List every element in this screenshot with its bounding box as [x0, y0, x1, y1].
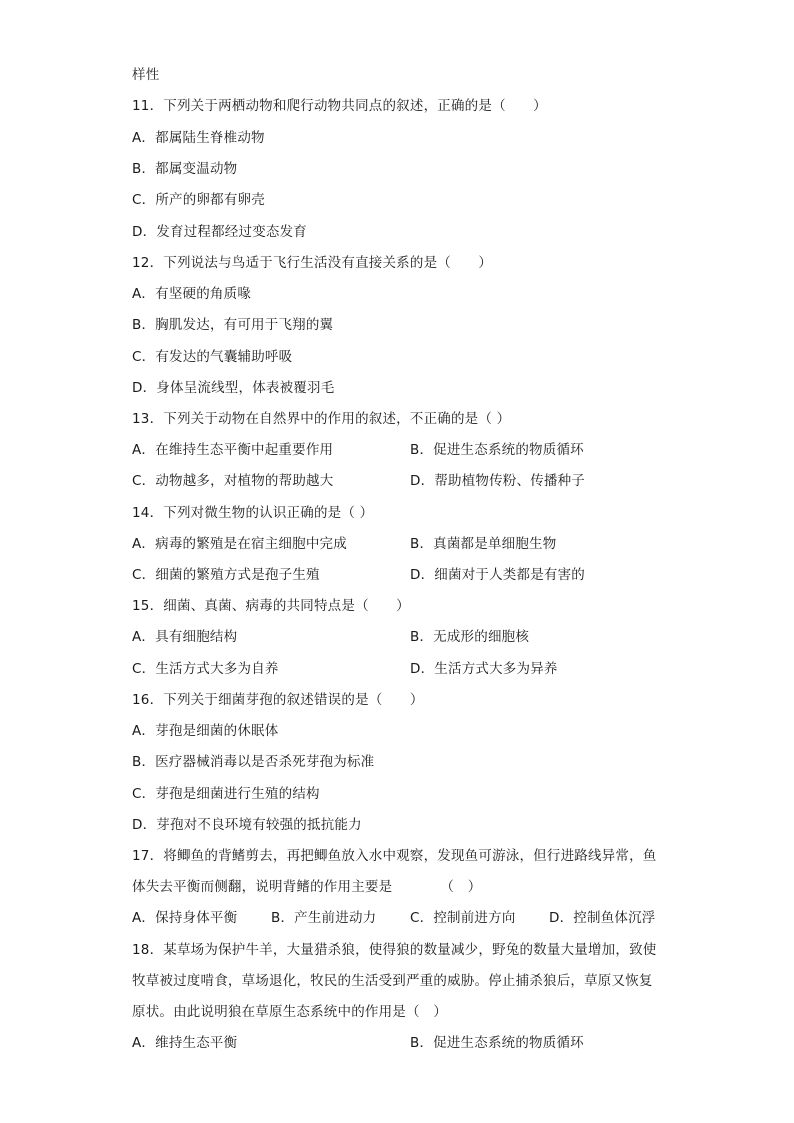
question-11-option-a: A．都属陆生脊椎动物: [132, 130, 265, 146]
question-18-line-2: 牧草被过度啃食，草场退化，牧民的生活受到严重的威胁。停止捕杀狼后，草原又恢复: [132, 973, 653, 989]
question-12-option-b: B．胸肌发达，有可用于飞翔的翼: [132, 317, 334, 333]
question-16-option-b: B．医疗器械消毒以是否杀死芽孢为标准: [132, 754, 375, 770]
question-12: 12．下列说法与鸟适于飞行生活没有直接关系的是（ ）: [132, 255, 493, 271]
question-13-option-b: B．促进生态系统的物质循环: [410, 442, 584, 458]
question-11-option-b: B．都属变温动物: [132, 161, 238, 177]
question-15-option-a: A．具有细胞结构: [132, 629, 238, 645]
question-15-option-c: C．生活方式大多为自养: [132, 661, 279, 677]
question-17-option-a: A．保持身体平衡: [132, 910, 238, 926]
question-18-line-3: 原状。由此说明狼在草原生态系统中的作用是（ ）: [132, 1004, 448, 1020]
question-11: 11．下列关于两栖动物和爬行动物共同点的叙述，正确的是（ ）: [132, 98, 547, 114]
question-13-option-d: D．帮助植物传粉、传播种子: [410, 473, 585, 489]
question-14-option-d: D．细菌对于人类都是有害的: [410, 567, 585, 583]
question-11-option-c: C．所产的卵都有卵壳: [132, 192, 265, 208]
question-15-option-d: D．生活方式大多为异养: [410, 661, 558, 677]
question-15: 15．细菌、真菌、病毒的共同特点是（ ）: [132, 598, 410, 614]
question-17-option-b: B．产生前进动力: [271, 910, 377, 926]
question-18-line-1: 18．某草场为保护牛羊，大量猎杀狼，使得狼的数量减少，野兔的数量大量增加，致使: [132, 942, 657, 958]
question-16-option-d: D．芽孢对不良环境有较强的抵抗能力: [132, 817, 362, 833]
question-15-option-b: B．无成形的细胞核: [410, 629, 530, 645]
question-14-option-c: C．细菌的繁殖方式是孢子生殖: [132, 567, 320, 583]
question-17-line-1: 17．将鲫鱼的背鳍剪去，再把鲫鱼放入水中观察，发现鱼可游泳，但行进路线异常，鱼: [132, 848, 657, 864]
question-14: 14．下列对微生物的认识正确的是（ ）: [132, 505, 374, 521]
question-18-option-b: B．促进生态系统的物质循环: [410, 1035, 584, 1051]
question-17-line-2: 体失去平衡而侧翻，说明背鳍的作用主要是 （ ）: [132, 879, 482, 895]
question-13: 13．下列关于动物在自然界中的作用的叙述，不正确的是（ ）: [132, 411, 511, 427]
continued-text: 样性: [132, 67, 160, 83]
question-11-option-d: D．发育过程都经过变态发育: [132, 224, 307, 240]
question-16-option-a: A．芽孢是细菌的休眠体: [132, 723, 279, 739]
question-17-option-d: D．控制鱼体沉浮: [549, 910, 656, 926]
question-12-option-d: D．身体呈流线型，体表被覆羽毛: [132, 380, 335, 396]
question-17-option-c: C．控制前进方向: [410, 910, 516, 926]
question-14-option-b: B．真菌都是单细胞生物: [410, 536, 557, 552]
question-18-option-a: A．维持生态平衡: [132, 1035, 238, 1051]
question-16-option-c: C．芽孢是细菌进行生殖的结构: [132, 786, 320, 802]
question-13-option-a: A．在维持生态平衡中起重要作用: [132, 442, 334, 458]
question-16: 16．下列关于细菌芽孢的叙述错误的是（ ）: [132, 692, 424, 708]
question-12-option-c: C．有发达的气囊辅助呼吸: [132, 349, 293, 365]
question-14-option-a: A．病毒的繁殖是在宿主细胞中完成: [132, 536, 347, 552]
question-13-option-c: C．动物越多，对植物的帮助越大: [132, 473, 334, 489]
question-12-option-a: A．有坚硬的角质喙: [132, 286, 252, 302]
